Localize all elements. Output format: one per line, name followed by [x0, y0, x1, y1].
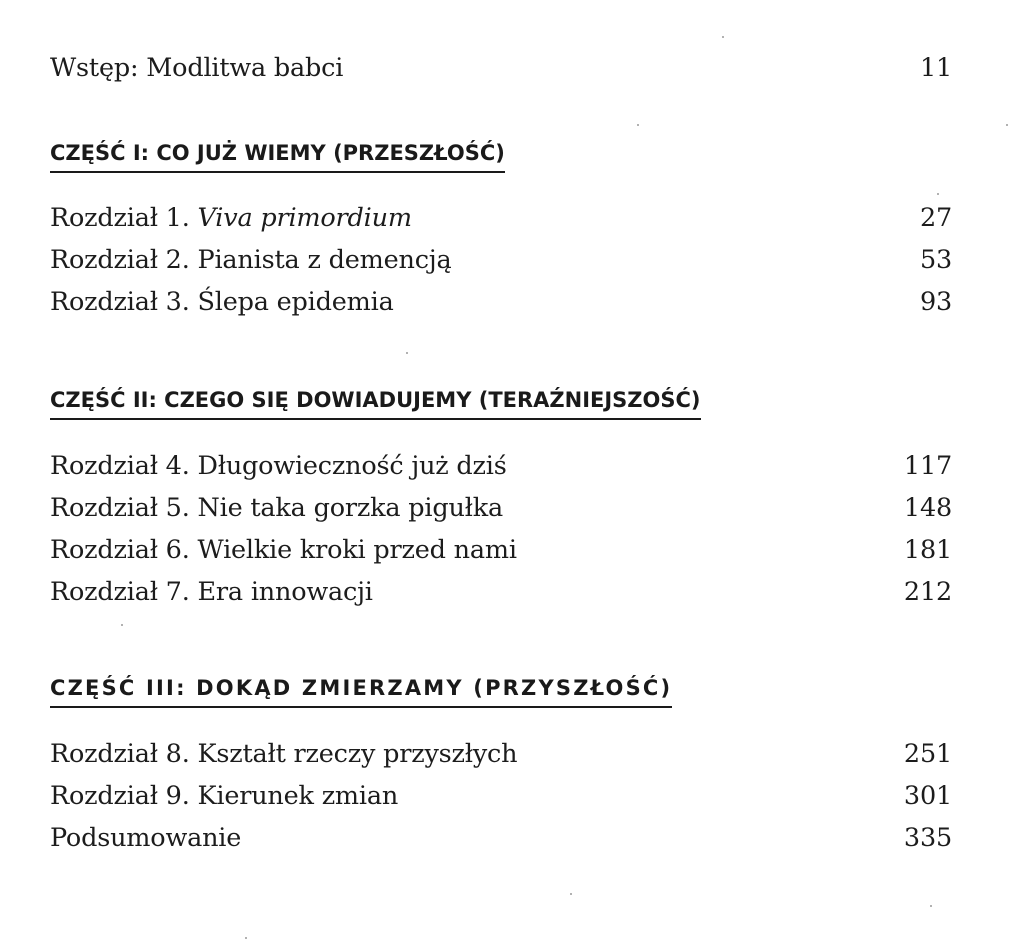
scan-speck: [245, 937, 247, 939]
scan-speck: [121, 624, 123, 626]
toc-page-number: 117: [903, 451, 952, 481]
chapter-title: Wielkie kroki przed nami: [197, 535, 517, 565]
chapter-number: Rozdział 8.: [50, 739, 198, 769]
chapter-title: Długowieczność już dziś: [197, 451, 507, 481]
chapter-number: Rozdział 4.: [50, 451, 198, 481]
part-heading-1: CZĘŚĆ I: CO JUŻ WIEMY (PRZESZŁOŚĆ): [50, 138, 505, 173]
chapter-number: Rozdział 2.: [50, 245, 198, 275]
chapter-title: Era innowacji: [197, 577, 373, 607]
toc-page-number: 148: [903, 493, 952, 523]
scan-speck: [637, 124, 639, 126]
scan-speck: [406, 352, 408, 354]
scan-speck: [937, 193, 939, 195]
toc-page-number: 335: [903, 823, 952, 853]
scan-speck: [930, 905, 932, 907]
toc-page-number: 93: [919, 287, 952, 317]
toc-entry-chapter-2: [50, 243, 952, 277]
toc-page-number: 212: [903, 577, 952, 607]
toc-page-number: 27: [919, 203, 952, 233]
toc-page-number: 53: [919, 245, 952, 275]
chapter-title: Nie taka gorzka pigułka: [197, 493, 503, 523]
toc-entry-title: Wstęp: Modlitwa babci: [50, 53, 344, 83]
chapter-number: Rozdział 1.: [50, 203, 198, 233]
toc-entry-summary: [50, 821, 952, 855]
chapter-number: Rozdział 7.: [50, 577, 198, 607]
toc-entry-chapter-8: [50, 737, 952, 771]
chapter-number: Rozdział 5.: [50, 493, 198, 523]
part-heading-3: CZĘŚĆ III: DOKĄD ZMIERZAMY (PRZYSZŁOŚĆ): [50, 673, 672, 708]
toc-entry-chapter-9: [50, 779, 952, 813]
chapter-title: Podsumowanie: [50, 823, 242, 853]
part-heading-2: CZĘŚĆ II: CZEGO SIĘ DOWIADUJEMY (TERAŹNIEJSZOŚĆ): [50, 385, 701, 420]
toc-entry-intro: [50, 51, 952, 85]
toc-page-number: 301: [903, 781, 952, 811]
toc-entry-chapter-4: [50, 449, 952, 483]
chapter-title: Ślepa epidemia: [197, 287, 394, 317]
chapter-title: Kierunek zmian: [197, 781, 399, 811]
toc-page-number: 11: [919, 53, 952, 83]
toc-entry-chapter-6: [50, 533, 952, 567]
scan-speck: [1006, 124, 1008, 126]
toc-entry-chapter-5: [50, 491, 952, 525]
toc-entry-chapter-1: [50, 201, 952, 235]
chapter-title: Pianista z demencją: [197, 245, 452, 275]
chapter-number: Rozdział 9.: [50, 781, 198, 811]
chapter-title: Viva primordium: [197, 203, 412, 233]
toc-page-number: 251: [903, 739, 952, 769]
chapter-number: Rozdział 3.: [50, 287, 198, 317]
scan-speck: [722, 36, 724, 38]
toc-page-number: 181: [903, 535, 952, 565]
scan-speck: [570, 893, 572, 895]
chapter-title: Kształt rzeczy przyszłych: [197, 739, 518, 769]
chapter-number: Rozdział 6.: [50, 535, 198, 565]
toc-entry-chapter-3: [50, 285, 952, 319]
toc-entry-chapter-7: [50, 575, 952, 609]
